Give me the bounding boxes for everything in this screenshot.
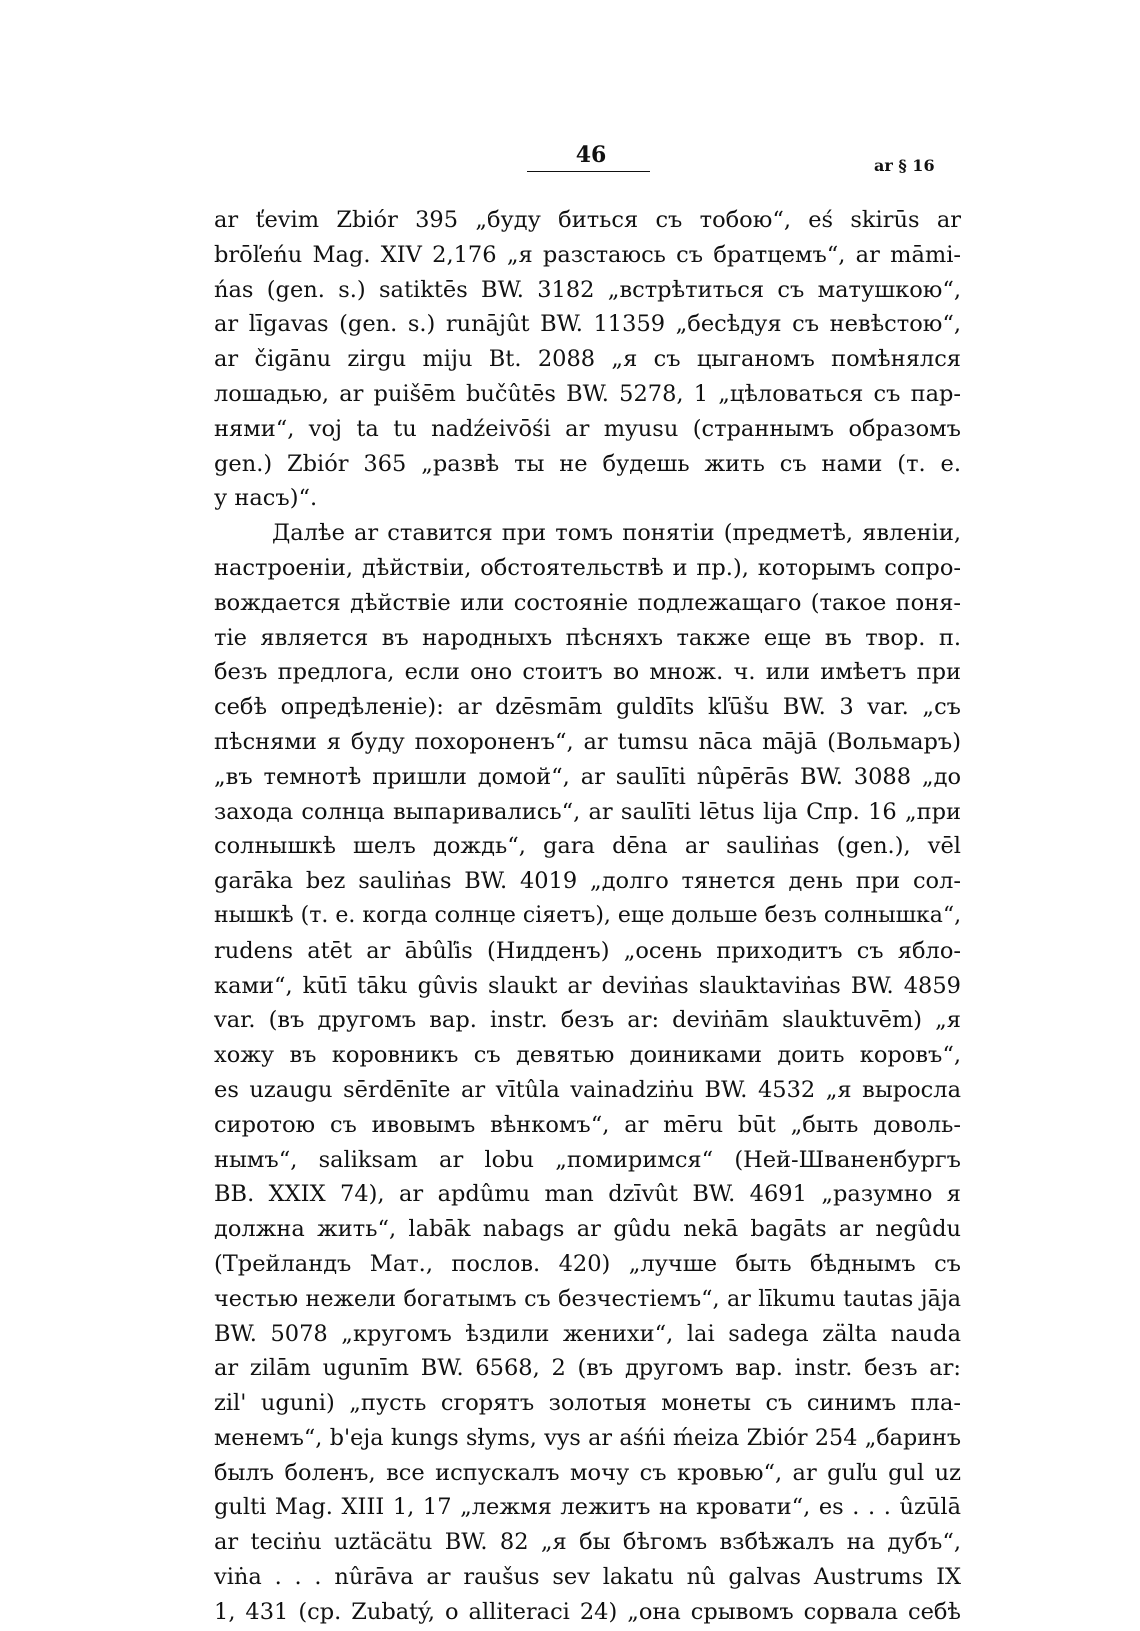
text-line: zil' uguni) „пусть сгорятъ золотыя монеты съ синимъ пла- [214, 1390, 961, 1417]
running-head: ar § 16 [874, 156, 935, 175]
text-line: gulti Mag. XIII 1, 17 „лежмя лежитъ на кровати“, es . . . ûzūlā [214, 1494, 961, 1521]
text-line: лошадью, ar puišēm bučûtēs BW. 5278, 1 „цѣловаться съ пар- [214, 380, 961, 407]
text-line: пѣснями я буду похороненъ“, ar tumsu nāca mājā (Вольмаръ) [214, 728, 961, 755]
text-line: viṅa . . . nûrāva ar raušus sev lakatu nû galvas Austrums IX [214, 1564, 961, 1591]
text-line: var. (въ другомъ вар. instr. безъ ar: deviṅām slauktuvēm) „я [214, 1007, 961, 1034]
text-line: у насъ)“. [214, 485, 318, 512]
text-line: BW. 5078 „кругомъ ѣздили женихи“, lai sadega zälta nauda [214, 1320, 961, 1347]
text-line: Далѣе ar ставится при томъ понятіи (предметѣ, явленіи, [272, 520, 961, 547]
text-line: сиротою съ ивовымъ вѣнкомъ“, ar mēru būt „быть доволь- [214, 1111, 961, 1138]
text-line: „въ темнотѣ пришли домой“, ar saulīti nûpērās BW. 3088 „до [214, 763, 961, 790]
text-line: себѣ опредѣленіе): ar dzēsmām guldīts kľūšu BW. 3 var. „съ [214, 694, 961, 721]
text-line: ar teciṅu uztäcätu BW. 82 „я бы бѣгомъ взбѣжалъ на дубъ“, [214, 1529, 961, 1556]
text-line: должна жить“, labāk nabags ar gûdu nekā bagāts ar negûdu [214, 1216, 961, 1243]
text-line: es uzaugu sērdēnīte ar vītûla vainadziṅu BW. 4532 „я выросла [214, 1076, 961, 1103]
text-line: безъ предлога, если оно стоитъ во множ. ч. или имѣетъ при [214, 659, 961, 686]
text-line: ками“, kūtī tāku gûvis slaukt ar deviṅas slauktaviṅas BW. 4859 [214, 972, 961, 999]
text-line: ar čigānu zirgu miju Bt. 2088 „я съ цыганомъ помѣнялся [214, 346, 961, 373]
text-line: нымъ“, saliksam ar lobu „помиримся“ (Ней-Шваненбургъ [214, 1146, 961, 1173]
text-line: нями“, voj ta tu nadźeivōśi ar myusu (страннымъ образомъ [214, 415, 961, 442]
text-line: garāka bez sauliṅas BW. 4019 „долго тянется день при сол- [214, 868, 961, 895]
text-line: тіе является въ народныхъ пѣсняхъ также еще въ твор. п. [214, 624, 961, 651]
body-text [214, 203, 961, 1630]
text-line: настроеніи, дѣйствіи, обстоятельствѣ и пр.), которымъ сопро- [214, 554, 961, 581]
text-line: rudens atēt ar ābûľis (Нидденъ) „осень приходитъ съ ябло- [214, 937, 961, 964]
text-line: (Трейландъ Мат., послов. 420) „лучше быть бѣднымъ съ [214, 1250, 961, 1277]
text-line: gen.) Zbiór 365 „развѣ ты не будешь жить съ нами (т. е. [214, 450, 961, 477]
text-line: нышкѣ (т. е. когда солнце сіяетъ), еще дольше безъ солнышка“, [214, 902, 961, 928]
text-line: ar zilām ugunīm BW. 6568, 2 (въ другомъ вар. instr. безъ ar: [214, 1355, 961, 1382]
text-line: вождается дѣйствіе или состояніе подлежащаго (такое поня- [214, 589, 961, 616]
text-line: былъ боленъ, все испускалъ мочу съ кровью“, ar guľu gul uz [214, 1459, 961, 1486]
text-line: ńas (gen. s.) satiktēs BW. 3182 „встрѣтиться съ матушкою“, [214, 276, 961, 303]
page-number: 46 [575, 142, 607, 168]
text-line: 1, 431 (ср. Zubatý, o alliteraci 24) „она срывомъ сорвала себѣ [214, 1598, 961, 1625]
text-line: захода солнца выпаривались“, ar saulīti lētus lija Спр. 16 „при [214, 798, 961, 825]
text-line: менемъ“, b'eja kungs słyms, vys ar aśńi ḿeiza Zbiór 254 „баринъ [214, 1424, 961, 1451]
text-line: ar līgavas (gen. s.) runājût BW. 11359 „бесѣдуя съ невѣстою“, [214, 311, 961, 338]
text-line: BB. XXIX 74), ar apdûmu man dzīvût BW. 4691 „разумно я [214, 1181, 961, 1208]
text-line: brōľeńu Mag. XIV 2,176 „я разстаюсь съ братцемъ“, ar māmi- [214, 241, 961, 268]
text-line: честью нежели богатымъ съ безчестіемъ“, ar līkumu tautas jāja [214, 1285, 961, 1312]
page-number-rule [527, 171, 650, 172]
text-line: ar ťevim Zbiór 395 „буду биться съ тобою“, eś skirūs ar [214, 207, 961, 233]
text-line: хожу въ коровникъ съ девятью доиниками доить коровъ“, [214, 1042, 961, 1069]
text-line: солнышкѣ шелъ дождь“, gara dēna ar sauliṅas (gen.), vēl [214, 833, 961, 860]
